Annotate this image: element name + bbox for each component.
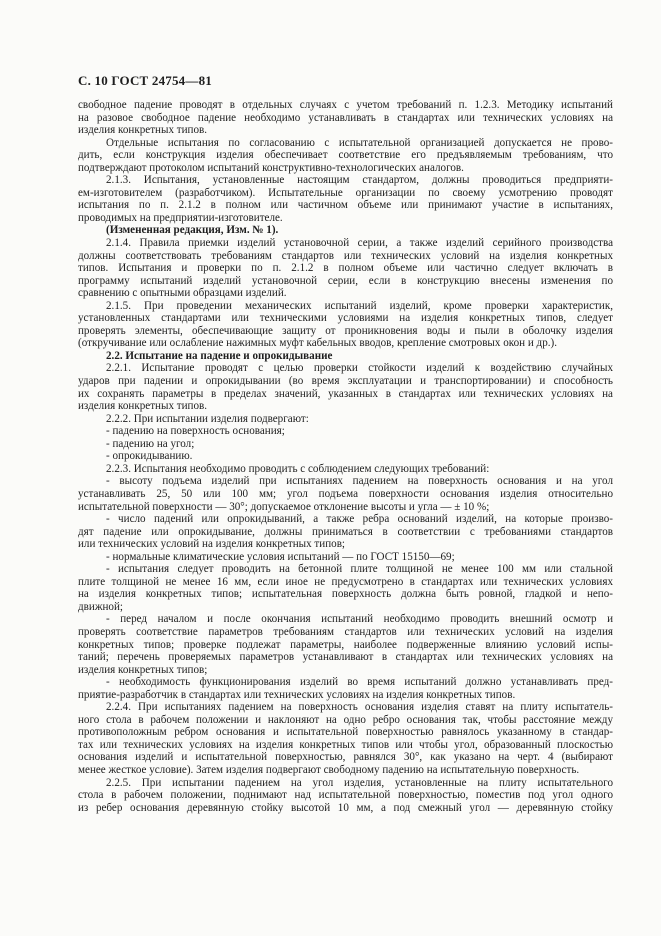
text-line: испытания по п. 2.1.2 в полном или частичном объеме или принимают участие в испытаниях, — [78, 199, 613, 212]
text-line: - необходимость функционирования изделий во время испытаний должно устанавливать пред- — [106, 676, 613, 689]
text-line: испытательной поверхности — 30°; допускаемое отклонение высоты и угла — ± 10 %; — [78, 500, 490, 513]
text-line: изделия конкретных типов. — [78, 124, 208, 137]
text-line: проводимых на предприятии-изготовителе. — [78, 211, 283, 224]
text-line: - перед началом и после окончания испытаний необходимо проводить внешний осмотр и — [106, 613, 613, 626]
text-line: из ребер основания деревянную стойку высотой 10 мм, а под смежный угол — деревянную стойку — [78, 801, 613, 814]
text-line: изделия конкретных типов. — [78, 400, 208, 413]
text-line: Отдельные испытания по согласованию с испытательной организацией допускается не прово- — [106, 136, 613, 149]
text-line: ем-изготовителем (разработчиком). Испытательные организации по своему усмотрению проводят — [78, 186, 613, 199]
text-line: плите толщиной не менее 16 мм, если иное не предусмотрено в стандартах или технических условиях — [78, 575, 613, 588]
text-line: 2.2.5. При испытании падением на угол изделия, установленные на плиту испытательного — [106, 776, 613, 789]
text-line: движной; — [78, 600, 123, 613]
text-line: изделия конкретных типов; — [78, 663, 208, 676]
page-header: С. 10 ГОСТ 24754—81 — [78, 73, 212, 88]
text-line: типов. Испытания и проверки по п. 2.1.2 в полном объеме или частично следует включать в — [78, 262, 613, 275]
text-line: программу испытаний изделий установочной серии, если в конструкцию внесены изменения по — [78, 274, 613, 287]
text-line: менее жесткое условие). Затем изделия подвергают свободному падению на испытательную поверхность. — [78, 763, 580, 776]
text-line: должны соответствовать требованиям стандартов или технических условий на изделия конкретных — [78, 249, 613, 262]
text-line: - нормальные климатические условия испытаний — по ГОСТ 15150—69; — [106, 550, 455, 563]
text-line: приятие-разработчик в стандартах или технических условиях на изделия конкретных типов. — [78, 688, 516, 701]
text-line: подтверждают протоколом испытаний конструктивно-технологических аналогов. — [78, 161, 464, 174]
text-line: проверять соответствие параметров требованиям стандартов или технических условий на изделия — [78, 625, 613, 638]
text-line: 2.2.2. При испытании изделия подвергают: — [106, 412, 309, 425]
text-line: 2.1.3. Испытания, установленные настоящим стандартом, должны проводиться предприяти- — [106, 174, 613, 187]
text-line: проверять элементы, обеспечивающие защиту от проникновения воды и пыли в оболочку изделия — [78, 324, 613, 337]
text-line: 2.2.3. Испытания необходимо проводить с соблюдением следующих требований: — [106, 462, 490, 475]
text-line: установленных стандартами или техническими условиями на изделия конкретных типов, следует — [78, 312, 613, 325]
text-line: тах или технических условиях на изделия конкретных типов или чтобы угол, образованный плоскостью — [78, 738, 613, 751]
text-line: таний; перечень проверяемых параметров устанавливают в стандартах или технических условиях на — [78, 651, 613, 664]
text-line: сравнению с опытными образцами изделий. — [78, 287, 287, 300]
text-line: 2.1.5. При проведении механических испытаний изделий, кроме проверки характеристик, — [106, 299, 613, 312]
body-text — [78, 99, 613, 814]
text-line: - высоту подъема изделий при испытаниях падением на поверхность основания и на угол — [106, 475, 613, 488]
text-line: - падению на поверхность основания; — [106, 425, 285, 438]
text-line: 2.2.1. Испытание проводят с целью проверки стойкости изделий к воздействию случайных — [106, 362, 613, 375]
text-line: противоположным ребром основания и испытательной поверхностью равнялось указанному в стандар- — [78, 726, 613, 739]
text-line: - опрокидыванию. — [106, 450, 193, 463]
text-line: или технических условий на изделия конкретных типов; — [78, 538, 346, 551]
text-line: 2.2.4. При испытаниях падением на поверхность основания изделия ставят на плиту испытатель- — [106, 701, 613, 714]
text-line: ного стола в рабочем положении и наклоняют на одно ребро основания так, чтобы расстояние между — [78, 713, 613, 726]
text-line: - падению на угол; — [106, 437, 195, 450]
text-line: дят падение или опрокидывание, должны приниматься в соответствии с требованиями стандартов — [78, 525, 613, 538]
text-line: дить, если конструкция изделия обеспечивает соответствие его предъявляемым требованиям, что — [78, 149, 613, 162]
text-line: ударов при падении и опрокидывании (во время эксплуатации и транспортировании) и способность — [78, 375, 613, 388]
text-line: на разовое свободное падение необходимо устанавливать в стандартах или технических условиях на — [78, 111, 613, 124]
text-line: стола в рабочем положении, поднимают над испытательной поверхностью, поместив под угол одного — [78, 789, 613, 802]
text-line: на изделия конкретных типов; испытательная поверхность должна быть ровной, гладкой и непо- — [78, 588, 613, 601]
text-line: конкретных типов; проверке подлежат параметры, наиболее подверженные влиянию условий испы- — [78, 638, 613, 651]
text-line: - число падений или опрокидываний, а также ребра оснований изделий, на которые произво- — [106, 513, 613, 526]
text-line: (откручивание или ослабление нажимных муфт кабельных вводов, крепление смотровых окон и др.). — [78, 337, 557, 350]
text-line: (Измененная редакция, Изм. № 1). — [106, 224, 279, 237]
text-line: их сохранять параметры в пределах значений, указанных в стандартах или технических условиях на — [78, 387, 613, 400]
text-line: устанавливать 25, 50 или 100 мм; угол подъема поверхности основания изделия относительно — [78, 487, 613, 500]
text-line: основания изделий и испытательной поверхностью, равнялся 30°, как указано на черт. 4 (выбирают — [78, 751, 613, 764]
text-line: 2.1.4. Правила приемки изделий установочной серии, а также изделий серийного производства — [106, 237, 613, 250]
text-line: 2.2. Испытание на падение и опрокидывание — [106, 349, 333, 362]
text-line: - испытания следует проводить на бетонной плите толщиной не менее 100 мм или стальной — [106, 563, 613, 576]
text-line: свободное падение проводят в отдельных случаях с учетом требований п. 1.2.3. Методику испытаний — [78, 99, 613, 111]
